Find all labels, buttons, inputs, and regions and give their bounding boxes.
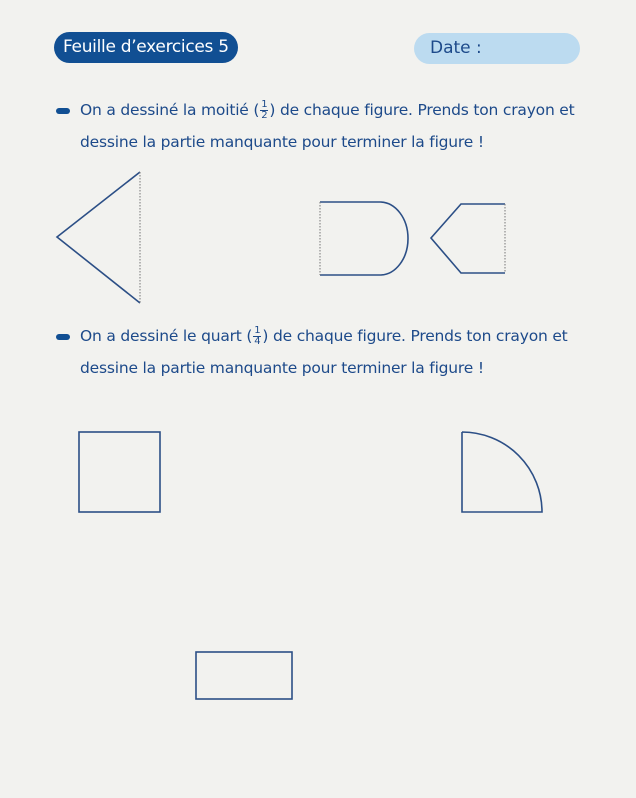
quarter-circle (462, 432, 542, 512)
instr-line-2: dessine la partie manquante pour terminer la figure ! (80, 133, 484, 151)
instr-line-2: dessine la partie manquante pour terminer la figure ! (80, 359, 484, 377)
half-triangle (57, 172, 140, 303)
instr-text: On a dessiné le quart ( (80, 327, 253, 345)
worksheet-title: Feuille d’exercices 5 (54, 32, 238, 63)
instr-text: On a dessiné la moitié ( (80, 101, 260, 119)
half-pentagon (431, 204, 505, 273)
quarter-rectangle (196, 652, 292, 699)
instr-text: ) de chaque figure. Prends ton crayon et (269, 101, 575, 119)
date-field[interactable]: Date : (414, 33, 580, 64)
quarter-square (79, 432, 160, 512)
fraction-quarter: $\frac{1}{4}$ (254, 325, 261, 347)
half-rounded-shape (320, 202, 408, 275)
fraction-half: $\frac{1}{2}$ (261, 99, 268, 121)
instr-text: ) de chaque figure. Prends ton crayon et (262, 327, 568, 345)
